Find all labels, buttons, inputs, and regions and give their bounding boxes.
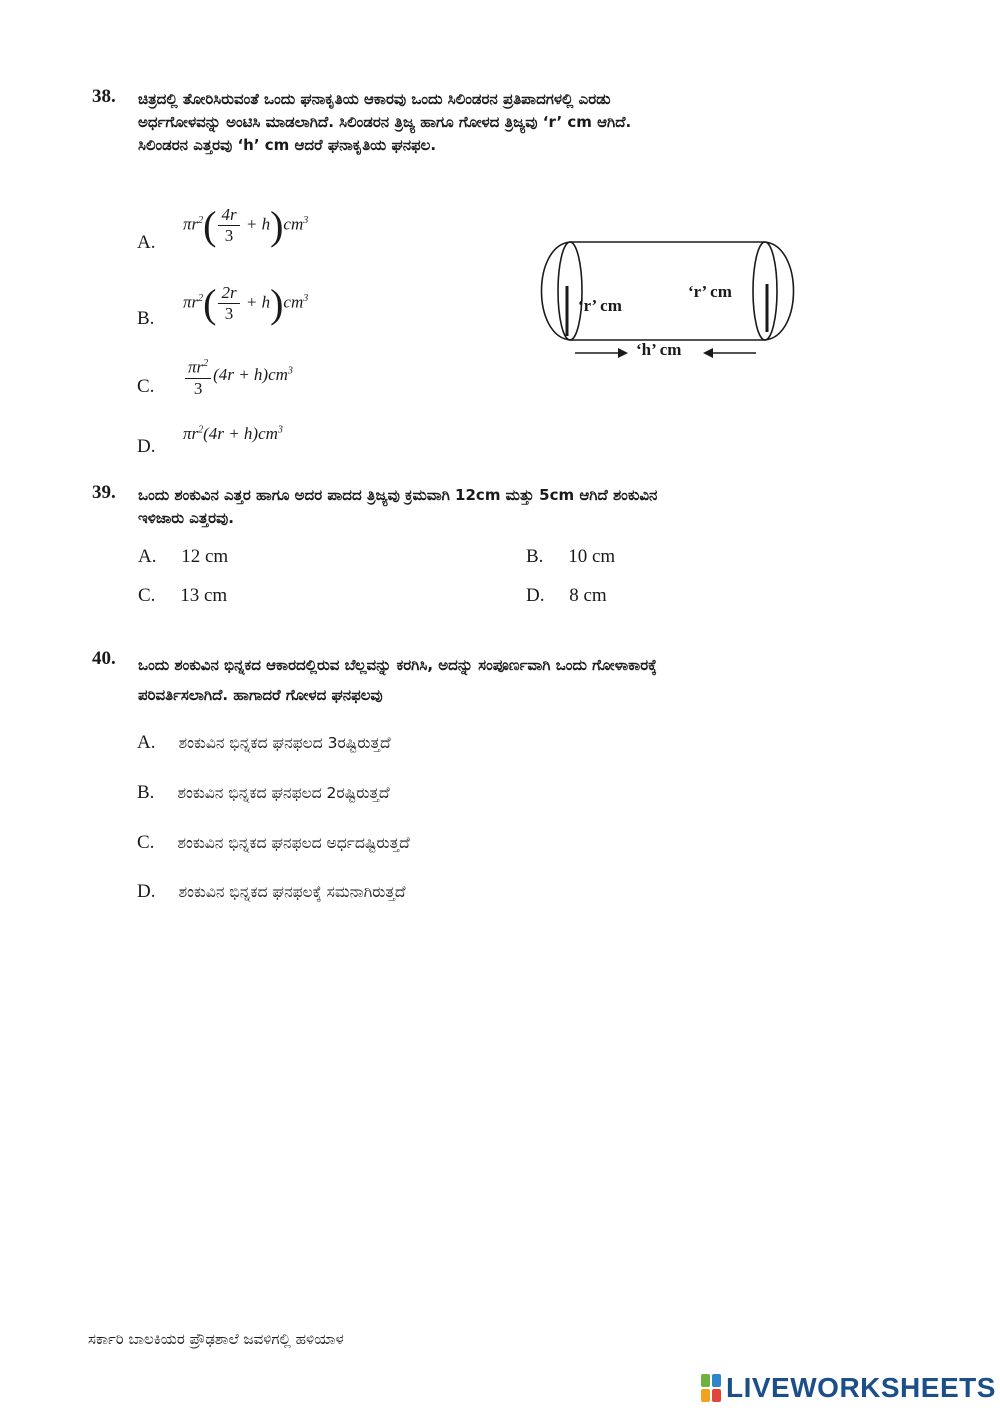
liveworksheets-logo-icon [700,1373,722,1403]
option-text: 13 cm [180,585,228,606]
question-38-option-a-label: A. [137,232,156,253]
option-label: D. [526,585,545,606]
option-text: ಶಂಕುವಿನ ಭಿನ್ನಕದ ಘನಫಲದ 3ರಷ್ಟಿರುತ್ತದೆ [178,734,391,752]
question-38-text [138,88,918,157]
liveworksheets-watermark [700,1372,996,1404]
question-38-option-b-label: B. [137,308,155,329]
question-38-number: 38. [92,86,116,107]
question-40-option-a[interactable] [137,732,391,754]
question-38-option-b-formula: $\pi r^2$( $\frac{2r}{3}$ + $h)cm^3$ [183,281,309,326]
option-label: A. [138,546,157,567]
option-text: ಶಂಕುವಿನ ಭಿನ್ನಕದ ಘನಫಲಕ್ಕೆ ಸಮನಾಗಿರುತ್ತದೆ [178,883,406,901]
figure-h-arrowhead-left [703,348,713,358]
question-38-line-1: ಚಿತ್ರದಲ್ಲಿ ತೋರಿಸಿರುವಂತೆ ಒಂದು ಘನಾಕೃತಿಯ ಆಕಾರವು ಒಂದು ಸಿಲಿಂಡರನ ಪ್ರತಿಪಾದಗಳಲ್ಲಿ ಎರಡು [138,90,611,108]
question-38-option-c-label: C. [137,376,155,397]
question-40-option-c[interactable] [137,832,410,854]
question-40-option-d[interactable] [137,881,406,903]
option-text: 10 cm [568,546,616,567]
question-39-option-c[interactable] [138,585,227,607]
liveworksheets-brand: LIVEWORKSHEETS [726,1372,996,1403]
question-40-number: 40. [92,648,116,669]
question-38-line-2: ಅರ್ಧಗೋಳವನ್ನು ಅಂಟಿಸಿ ಮಾಡಲಾಗಿದೆ. ಸಿಲಿಂಡರನ ತ್ರಿಜ್ಯ ಹಾಗೂ ಗೋಳದ ತ್ರಿಜ್ಯವು ‘r’ cm ಆಗಿದೆ. [138,113,632,131]
question-39-option-b[interactable] [526,546,615,568]
question-39-option-a[interactable] [138,546,228,568]
option-label: C. [138,585,156,606]
question-39-option-d[interactable] [526,585,607,607]
option-label: A. [137,732,156,753]
option-label: C. [137,832,155,853]
figure-left-end-ellipse [558,242,582,340]
option-label: D. [137,881,156,902]
figure-label-r-right: ‘r’ cm [688,282,732,301]
option-text: 12 cm [181,546,229,567]
question-38-option-d-label: D. [137,436,156,457]
question-39-line-1: ಒಂದು ಶಂಕುವಿನ ಎತ್ತರ ಹಾಗೂ ಅದರ ಪಾದದ ತ್ರಿಜ್ಯವು ಕ್ರಮವಾಗಿ 12cm ಮತ್ತು 5cm ಆಗಿದೆ ಶಂಕುವಿನ [138,486,658,504]
figure-right-hemisphere [765,242,794,340]
figure-label-r-left: ‘r’ cm [578,296,622,315]
footer-school-name: ಸರ್ಕಾರಿ ಬಾಲಕಿಯರ ಪ್ರೌಢಶಾಲೆ ಜವಳಿಗಲ್ಲಿ ಹಳಿಯಾಳ [88,1330,344,1348]
question-38-option-c-formula: $\frac{\pi r^2}{3}$ $(4r + h)cm^3$ [183,354,293,399]
question-39-text [138,484,918,530]
figure-right-end-ellipse [753,242,777,340]
figure-h-arrowhead-right [618,348,628,358]
option-text: 8 cm [569,585,607,606]
question-38-option-a-formula: $\pi r^2$( $\frac{4r}{3}$ + $h)cm^3$ [183,203,309,248]
option-text: ಶಂಕುವಿನ ಭಿನ್ನಕದ ಘನಫಲದ ಅರ್ಧದಷ್ಟಿರುತ್ತದೆ [177,834,410,852]
question-40-line-1: ಒಂದು ಶಂಕುವಿನ ಭಿನ್ನಕದ ಆಕಾರದಲ್ಲಿರುವ ಬೆಲ್ಲವನ್ನು ಕರಗಿಸಿ, ಅದನ್ನು ಸಂಪೂರ್ಣವಾಗಿ ಒಂದು ಗೋಳಾಕಾರಕ್ಕೆ [138,656,657,674]
figure-label-h: ‘h’ cm [636,340,682,359]
question-38-option-d-formula: $\pi r^2(4r + h)cm^3$ [183,424,283,443]
question-39-number: 39. [92,482,116,503]
question-40-option-b[interactable] [137,782,390,804]
option-text: ಶಂಕುವಿನ ಭಿನ್ನಕದ ಘನಫಲದ 2ರಷ್ಟಿರುತ್ತದೆ [177,784,390,802]
option-label: B. [137,782,155,803]
option-label: B. [526,546,544,567]
question-40-line-2: ಪರಿವರ್ತಿಸಲಾಗಿದೆ. ಹಾಗಾದರೆ ಗೋಳದ ಘನಫಲವು [138,686,383,704]
question-38-line-3: ಸಿಲಿಂಡರನ ಎತ್ತರವು ‘h’ cm ಆದರೆ ಘನಾಕೃತಿಯ ಘನಫಲ. [138,136,437,154]
question-40-text [138,650,918,710]
question-39-line-2: ಇಳಿಜಾರು ಎತ್ತರವು. [138,509,234,527]
